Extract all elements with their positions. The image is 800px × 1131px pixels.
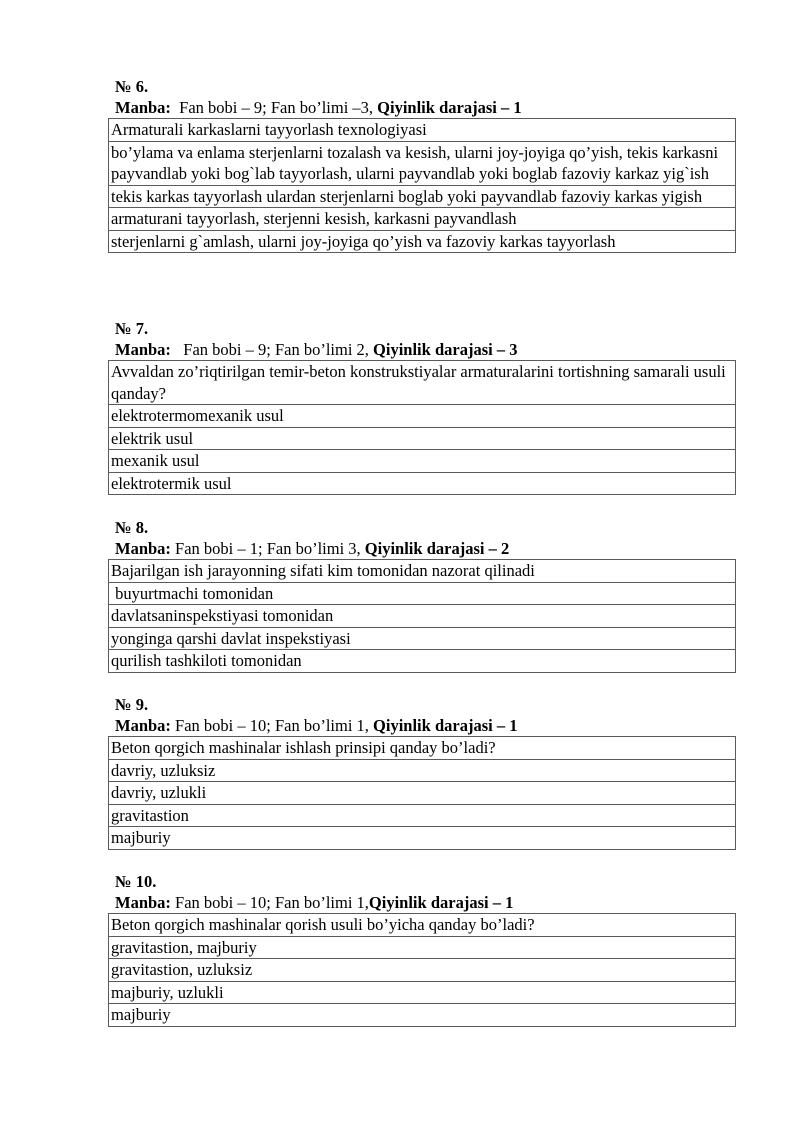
question-number: № 7. bbox=[115, 319, 149, 338]
answer-row bbox=[109, 450, 736, 473]
question-row bbox=[109, 119, 736, 142]
answer-option: davriy, uzlukli bbox=[109, 782, 736, 805]
question-row bbox=[109, 560, 736, 583]
answer-row bbox=[109, 827, 736, 850]
manba-label: Manba: bbox=[115, 716, 171, 735]
answer-option: elektrik usul bbox=[109, 427, 736, 450]
question-number: № 6. bbox=[115, 77, 149, 96]
question-row bbox=[109, 914, 736, 937]
manba-label: Manba: bbox=[115, 98, 171, 117]
question-text: Bajarilgan ish jarayonning sifati kim tomonidan nazorat qilinadi bbox=[109, 560, 736, 583]
question-table bbox=[108, 559, 736, 673]
question-text: Beton qorgich mashinalar qorish usuli bo’yicha qanday bo’ladi? bbox=[109, 914, 736, 937]
question-table bbox=[108, 913, 736, 1027]
question-text: Armaturali karkaslarni tayyorlash texnologiyasi bbox=[109, 119, 736, 142]
answer-option: majburiy, uzlukli bbox=[109, 981, 736, 1004]
question-block-6 bbox=[108, 78, 736, 253]
answer-row bbox=[109, 405, 736, 428]
answer-option: elektrotermik usul bbox=[109, 472, 736, 495]
answer-option: sterjenlarni g`amlash, ularni joy-joyiga qo’yish va fazoviy karkas tayyorlash bbox=[109, 230, 736, 253]
answer-option: armaturani tayyorlash, sterjenni kesish, karkasni payvandlash bbox=[109, 208, 736, 231]
answer-option: bo’ylama va enlama sterjenlarni tozalash va kesish, ularni joy-joyiga qo’yish, tekis karkasni payvandlab yoki bog`lab tayyorlash, ularni payvandlab yoki boglab fazoviy karkaz yig`ish bbox=[109, 141, 736, 185]
question-text: Beton qorgich mashinalar ishlash prinsipi qanday bo’ladi? bbox=[109, 737, 736, 760]
answer-row bbox=[109, 804, 736, 827]
question-number: № 10. bbox=[115, 872, 157, 891]
answer-option: elektrotermomexanik usul bbox=[109, 405, 736, 428]
answer-option: qurilish tashkiloti tomonidan bbox=[109, 650, 736, 673]
difficulty-level: Qiyinlik darajasi – 1 bbox=[368, 893, 514, 912]
answer-row bbox=[109, 759, 736, 782]
answer-row bbox=[109, 782, 736, 805]
source-text: Fan bobi – 9; Fan bo’limi –3, bbox=[179, 98, 374, 117]
manba-label: Manba: bbox=[115, 340, 171, 359]
answer-row bbox=[109, 627, 736, 650]
answer-option: yonginga qarshi davlat inspekstiyasi bbox=[109, 627, 736, 650]
question-block-10 bbox=[108, 873, 736, 1027]
answer-row bbox=[109, 185, 736, 208]
source-text: Fan bobi – 9; Fan bo’limi 2, bbox=[183, 340, 369, 359]
difficulty-level: Qiyinlik darajasi – 1 bbox=[373, 716, 518, 735]
manba-label: Manba: bbox=[115, 893, 171, 912]
answer-row bbox=[109, 141, 736, 185]
question-number: № 8. bbox=[115, 518, 149, 537]
answer-row bbox=[109, 208, 736, 231]
answer-option: mexanik usul bbox=[109, 450, 736, 473]
answer-option: buyurtmachi tomonidan bbox=[109, 582, 736, 605]
answer-row bbox=[109, 427, 736, 450]
source-text: Fan bobi – 10; Fan bo’limi 1, bbox=[175, 893, 369, 912]
answer-option: majburiy bbox=[109, 827, 736, 850]
difficulty-level: Qiyinlik darajasi – 3 bbox=[373, 340, 518, 359]
question-row bbox=[109, 737, 736, 760]
answer-row bbox=[109, 650, 736, 673]
answer-option: gravitastion bbox=[109, 804, 736, 827]
question-table bbox=[108, 360, 736, 495]
question-row bbox=[109, 361, 736, 405]
question-table bbox=[108, 736, 736, 850]
answer-option: davriy, uzluksiz bbox=[109, 759, 736, 782]
question-block-9 bbox=[108, 696, 736, 850]
answer-row bbox=[109, 605, 736, 628]
answer-row bbox=[109, 230, 736, 253]
question-table bbox=[108, 118, 736, 253]
manba-label: Manba: bbox=[115, 539, 171, 558]
source-text: Fan bobi – 1; Fan bo’limi 3, bbox=[175, 539, 361, 558]
answer-row bbox=[109, 472, 736, 495]
source-text: Fan bobi – 10; Fan bo’limi 1, bbox=[175, 716, 369, 735]
question-source-line bbox=[108, 340, 736, 360]
difficulty-level: Qiyinlik darajasi – 2 bbox=[364, 539, 510, 558]
question-text: Avvaldan zo’riqtirilgan temir-beton konstrukstiyalar armaturalarini tortishning samarali usuli qanday? bbox=[109, 361, 736, 405]
answer-option: davlatsaninspekstiyasi tomonidan bbox=[109, 605, 736, 628]
answer-row bbox=[109, 1004, 736, 1027]
answer-row bbox=[109, 959, 736, 982]
answer-option: majburiy bbox=[109, 1004, 736, 1027]
question-number: № 9. bbox=[115, 695, 149, 714]
answer-option: gravitastion, uzluksiz bbox=[109, 959, 736, 982]
question-source-line bbox=[108, 98, 736, 118]
question-source-line bbox=[108, 893, 736, 913]
question-block-7 bbox=[108, 320, 736, 495]
question-block-8 bbox=[108, 519, 736, 673]
answer-option: gravitastion, majburiy bbox=[109, 936, 736, 959]
answer-row bbox=[109, 936, 736, 959]
answer-row bbox=[109, 582, 736, 605]
question-source-line bbox=[108, 539, 736, 559]
question-source-line bbox=[108, 716, 736, 736]
answer-row bbox=[109, 981, 736, 1004]
answer-option: tekis karkas tayyorlash ulardan sterjenlarni boglab yoki payvandlab fazoviy karkas yigish bbox=[109, 185, 736, 208]
difficulty-level: Qiyinlik darajasi – 1 bbox=[377, 98, 522, 117]
